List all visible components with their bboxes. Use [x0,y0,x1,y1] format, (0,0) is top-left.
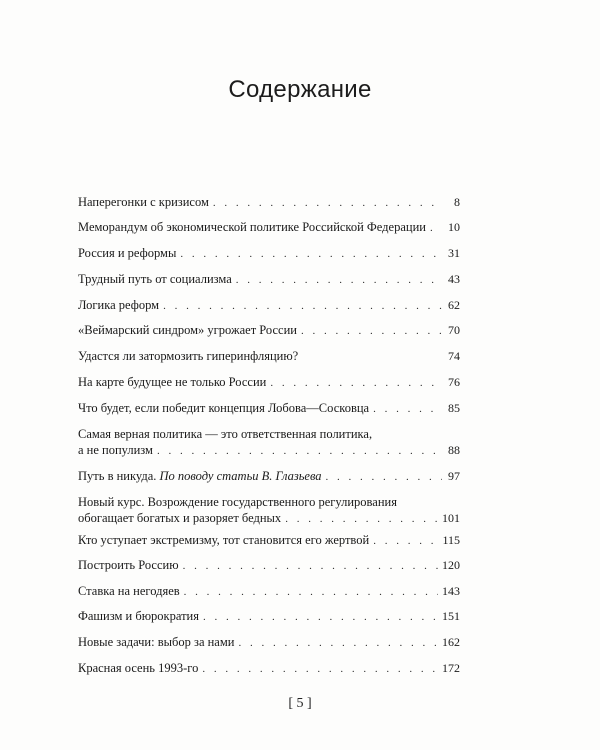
toc-entry[interactable] [78,494,460,527]
toc-entry[interactable] [78,374,460,391]
dot-leader [373,401,442,417]
toc-entry[interactable] [78,245,460,262]
toc-entry-title: Наперегонки с кризисом [78,195,209,209]
toc-page-number: 85 [448,401,460,415]
dot-leader [180,246,442,262]
toc-entry[interactable] [78,271,460,288]
dot-leader [184,584,438,600]
toc-page-number: 43 [448,272,460,286]
toc-page-number: 172 [442,661,460,675]
toc-entry[interactable] [78,660,460,677]
toc-page-number: 101 [442,511,460,525]
toc-entry-title: Логика реформ [78,298,160,312]
toc-entry-title: Трудный путь от социализма [78,272,232,286]
toc-entry[interactable] [78,634,460,651]
toc-page-number: 76 [448,375,460,389]
toc-entry-title: На карте будущее не только России [78,375,267,389]
toc-entry-title-line-2: а не популизм [78,443,153,457]
toc-entry-title: Ставка на негодяев [78,584,180,598]
toc-entry[interactable] [78,468,460,485]
dot-leader [202,661,438,677]
toc-page-number: 10 [448,220,460,234]
toc-page-number: 162 [442,635,460,649]
dot-leader [203,609,438,625]
toc-page-number: 120 [442,558,460,572]
page-number: [ 5 ] [288,696,312,711]
toc-page-number: 151 [442,609,460,623]
dot-leader [285,511,438,527]
toc-entry-title: Удастся ли затормозить гиперинфляцию? [78,349,299,363]
toc-entry-title-line-2: обогащает богатых и разоряет бедных [78,511,282,525]
toc-entry-title: Построить Россию [78,558,179,572]
dot-leader [326,469,442,485]
toc-entry-title: Что будет, если победит концепция Лобова—Сосковца [78,401,370,415]
toc-entry[interactable] [78,557,460,574]
dot-leader [430,220,442,236]
toc-entry[interactable] [78,532,460,549]
dot-leader [270,375,442,391]
toc-entry[interactable] [78,426,460,459]
toc-entry[interactable] [78,400,460,417]
toc-page-number: 62 [448,298,460,312]
toc-page-number: 115 [442,533,460,547]
dot-leader [183,558,438,574]
toc-entry-title: Красная осень 1993-го [78,661,199,675]
page-title: Содержание [228,76,372,103]
toc-entry-title: Кто уступает экстремизму, тот становится его жертвой [78,533,370,547]
toc-page-number: 88 [448,443,460,457]
dot-leader [157,443,442,459]
toc-entry-subtitle: По поводу статьи В. Глазьева [159,469,322,483]
toc-entry[interactable] [78,608,460,625]
dot-leader [373,533,438,549]
toc-page-number: 8 [454,195,460,209]
toc-entry-title-line-1: Новый курс. Возрождение государственного регулирования [78,495,397,509]
toc-entry-title: Путь в никуда. [78,469,157,483]
toc-entry[interactable] [78,194,460,211]
toc-entry[interactable] [78,322,460,339]
toc-page-number: 97 [448,469,460,483]
toc-entry[interactable] [78,297,460,314]
toc-entry[interactable] [78,219,460,236]
dot-leader [213,195,442,211]
toc-entry-title: Россия и реформы [78,246,177,260]
dot-leader [238,635,438,651]
toc-entry-title: Фашизм и бюрократия [78,609,199,623]
toc-page-number: 143 [442,584,460,598]
toc-entry[interactable] [78,583,460,600]
dot-leader [163,298,442,314]
dot-leader [236,272,442,288]
toc-entry-title: Новые задачи: выбор за нами [78,635,235,649]
dot-leader [301,323,442,339]
toc-entry[interactable] [78,348,460,365]
toc-page-number: 74 [448,349,460,363]
toc-page-number: 70 [448,323,460,337]
toc-entry-title: «Веймарский синдром» угрожает России [78,323,297,337]
toc-entry-title-line-1: Самая верная политика — это ответственная политика, [78,427,373,441]
toc-page-number: 31 [448,246,460,260]
toc-entry-title: Меморандум об экономической политике Российской Федерации [78,220,426,234]
